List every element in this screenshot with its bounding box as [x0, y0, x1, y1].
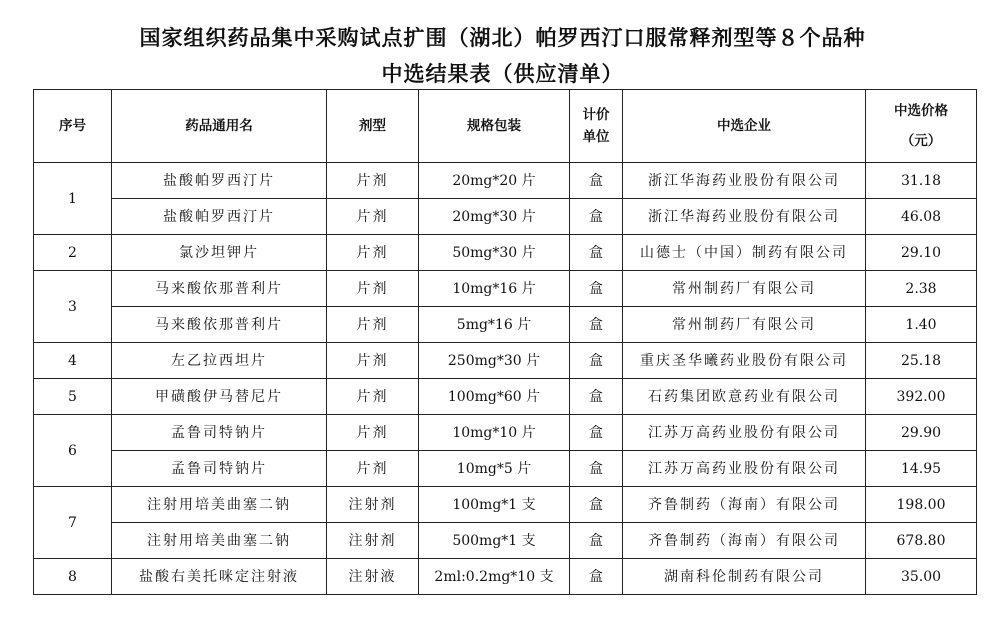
- company-cell: 齐鲁制药（海南）有限公司: [623, 487, 866, 523]
- header-unit-line1: 计价: [582, 107, 610, 123]
- spec-package-cell: 100mg*1 支: [419, 487, 570, 523]
- seq-cell: 4: [34, 343, 112, 379]
- header-company: 中选企业: [623, 90, 866, 163]
- company-cell: 江苏万高药业股份有限公司: [623, 415, 866, 451]
- spec-package-cell: 250mg*30 片: [419, 343, 570, 379]
- table-row: [34, 523, 977, 559]
- price-cell: 1.40: [866, 307, 977, 343]
- company-cell: 江苏万高药业股份有限公司: [623, 451, 866, 487]
- company-cell: 常州制药厂有限公司: [623, 271, 866, 307]
- drug-name-cell: 盐酸右美托咪定注射液: [112, 559, 327, 595]
- dosage-form-cell: 片剂: [327, 451, 419, 487]
- dosage-form-cell: 片剂: [327, 163, 419, 199]
- price-cell: 14.95: [866, 451, 977, 487]
- table-row: [34, 487, 977, 523]
- header-unit-line2: 单位: [582, 129, 610, 145]
- seq-cell: 6: [34, 415, 112, 487]
- dosage-form-cell: 注射剂: [327, 523, 419, 559]
- unit-cell: 盒: [570, 523, 623, 559]
- unit-cell: 盒: [570, 199, 623, 235]
- unit-cell: 盒: [570, 487, 623, 523]
- dosage-form-cell: 片剂: [327, 235, 419, 271]
- unit-cell: 盒: [570, 379, 623, 415]
- unit-cell: 盒: [570, 235, 623, 271]
- table-row: [34, 271, 977, 307]
- seq-cell: 3: [34, 271, 112, 343]
- unit-cell: 盒: [570, 343, 623, 379]
- drug-name-cell: 甲磺酸伊马替尼片: [112, 379, 327, 415]
- price-cell: 35.00: [866, 559, 977, 595]
- seq-cell: 1: [34, 163, 112, 235]
- drug-name-cell: 盐酸帕罗西汀片: [112, 199, 327, 235]
- dosage-form-cell: 片剂: [327, 271, 419, 307]
- dosage-form-cell: 片剂: [327, 307, 419, 343]
- price-cell: 678.80: [866, 523, 977, 559]
- table-row: [34, 415, 977, 451]
- price-cell: 2.38: [866, 271, 977, 307]
- dosage-form-cell: 片剂: [327, 343, 419, 379]
- seq-cell: 8: [34, 559, 112, 595]
- dosage-form-cell: 注射液: [327, 559, 419, 595]
- company-cell: 齐鲁制药（海南）有限公司: [623, 523, 866, 559]
- document-subtitle: 中选结果表（供应清单）: [381, 62, 624, 86]
- header-price: [866, 90, 977, 163]
- table-row: [34, 307, 977, 343]
- drug-name-cell: 注射用培美曲塞二钠: [112, 487, 327, 523]
- table-row: [34, 379, 977, 415]
- dosage-form-cell: 片剂: [327, 379, 419, 415]
- dosage-form-cell: 片剂: [327, 415, 419, 451]
- spec-package-cell: 10mg*10 片: [419, 415, 570, 451]
- spec-package-cell: 10mg*5 片: [419, 451, 570, 487]
- header-spec: 规格包装: [419, 90, 570, 163]
- spec-package-cell: 20mg*20 片: [419, 163, 570, 199]
- drug-name-cell: 马来酸依那普利片: [112, 307, 327, 343]
- table-body: [34, 163, 977, 595]
- spec-package-cell: 10mg*16 片: [419, 271, 570, 307]
- table-row: [34, 343, 977, 379]
- unit-cell: 盒: [570, 271, 623, 307]
- document-title: 国家组织药品集中采购试点扩围（湖北）帕罗西汀口服常释剂型等８个品种: [139, 26, 866, 50]
- company-cell: 湖南科伦制药有限公司: [623, 559, 866, 595]
- spec-package-cell: 20mg*30 片: [419, 199, 570, 235]
- company-cell: 石药集团欧意药业有限公司: [623, 379, 866, 415]
- spec-package-cell: 2ml:0.2mg*10 支: [419, 559, 570, 595]
- unit-cell: 盒: [570, 163, 623, 199]
- dosage-form-cell: 注射剂: [327, 487, 419, 523]
- spec-package-cell: 5mg*16 片: [419, 307, 570, 343]
- drug-name-cell: 孟鲁司特钠片: [112, 415, 327, 451]
- header-form: 剂型: [327, 90, 419, 163]
- drug-name-cell: 左乙拉西坦片: [112, 343, 327, 379]
- table-row: [34, 451, 977, 487]
- price-cell: 25.18: [866, 343, 977, 379]
- unit-cell: 盒: [570, 451, 623, 487]
- spec-package-cell: 500mg*1 支: [419, 523, 570, 559]
- results-table: [33, 89, 977, 595]
- drug-name-cell: 注射用培美曲塞二钠: [112, 523, 327, 559]
- spec-package-cell: 50mg*30 片: [419, 235, 570, 271]
- dosage-form-cell: 片剂: [327, 199, 419, 235]
- table-row: [34, 559, 977, 595]
- table-row: [34, 199, 977, 235]
- header-price-line2: （元）: [900, 133, 942, 149]
- company-cell: 浙江华海药业股份有限公司: [623, 199, 866, 235]
- drug-name-cell: 孟鲁司特钠片: [112, 451, 327, 487]
- spec-package-cell: 100mg*60 片: [419, 379, 570, 415]
- header-unit: [570, 90, 623, 163]
- unit-cell: 盒: [570, 559, 623, 595]
- seq-cell: 2: [34, 235, 112, 271]
- table-row: [34, 235, 977, 271]
- unit-cell: 盒: [570, 307, 623, 343]
- table-row: [34, 163, 977, 199]
- company-cell: 山德士（中国）制药有限公司: [623, 235, 866, 271]
- price-cell: 392.00: [866, 379, 977, 415]
- header-price-line1: 中选价格: [894, 103, 948, 119]
- unit-cell: 盒: [570, 415, 623, 451]
- price-cell: 31.18: [866, 163, 977, 199]
- company-cell: 重庆圣华曦药业股份有限公司: [623, 343, 866, 379]
- price-cell: 29.90: [866, 415, 977, 451]
- company-cell: 常州制药厂有限公司: [623, 307, 866, 343]
- seq-cell: 5: [34, 379, 112, 415]
- company-cell: 浙江华海药业股份有限公司: [623, 163, 866, 199]
- price-cell: 29.10: [866, 235, 977, 271]
- drug-name-cell: 氯沙坦钾片: [112, 235, 327, 271]
- header-row: [34, 90, 977, 163]
- drug-name-cell: 盐酸帕罗西汀片: [112, 163, 327, 199]
- header-seq: 序号: [34, 90, 112, 163]
- price-cell: 46.08: [866, 199, 977, 235]
- price-cell: 198.00: [866, 487, 977, 523]
- seq-cell: 7: [34, 487, 112, 559]
- header-name: 药品通用名: [112, 90, 327, 163]
- drug-name-cell: 马来酸依那普利片: [112, 271, 327, 307]
